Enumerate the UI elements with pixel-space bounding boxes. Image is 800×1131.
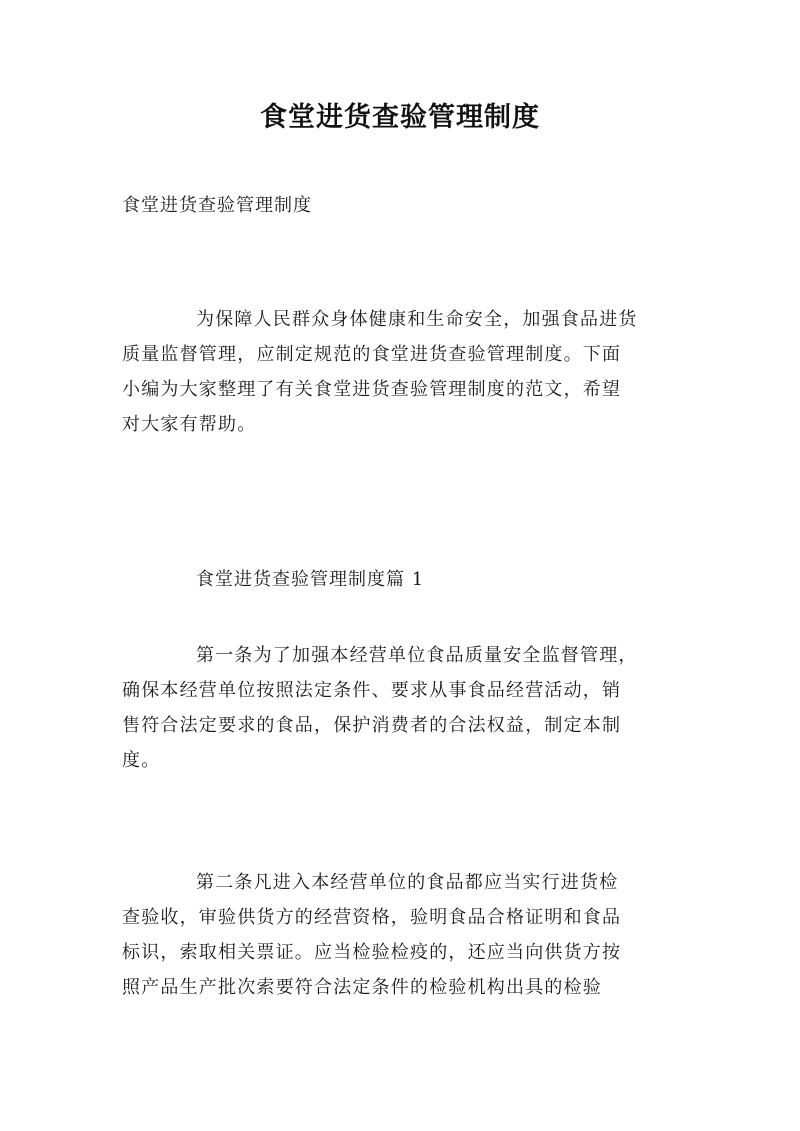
intro-paragraph (122, 302, 682, 442)
article-1-paragraph (122, 638, 682, 778)
intro-line: 对大家有帮助。 (122, 414, 257, 435)
intro-line: 为保障人民群众身体健康和生命安全，加强食品进货 (196, 309, 638, 330)
article-2-line: 查验收，审验供货方的经营资格，验明食品合格证明和食品 (122, 907, 622, 928)
article-2-line: 标识，索取相关票证。应当检验检疫的，还应当向供货方按 (122, 942, 622, 963)
article-1-line: 度。 (122, 750, 161, 771)
article-2-line: 第二条凡进入本经营单位的食品都应当实行进货检 (196, 872, 619, 893)
section-heading: 食堂进货查验管理制度篇 1 (196, 569, 425, 590)
document-title: 食堂进货查验管理制度 (260, 102, 540, 133)
intro-line: 小编为大家整理了有关食堂进货查验管理制度的范文，希望 (122, 379, 622, 400)
document-subtitle: 食堂进货查验管理制度 (122, 195, 312, 216)
article-1-line: 第一条为了加强本经营单位食品质量安全监督管理， (196, 645, 638, 666)
article-2-paragraph (122, 865, 682, 1005)
article-1-line: 售符合法定要求的食品，保护消费者的合法权益，制定本制 (122, 715, 622, 736)
article-1-line: 确保本经营单位按照法定条件、要求从事食品经营活动，销 (122, 680, 622, 701)
intro-line: 质量监督管理，应制定规范的食堂进货查验管理制度。下面 (122, 344, 622, 365)
article-2-line: 照产品生产批次索要符合法定条件的检验机构出具的检验 (122, 977, 602, 998)
